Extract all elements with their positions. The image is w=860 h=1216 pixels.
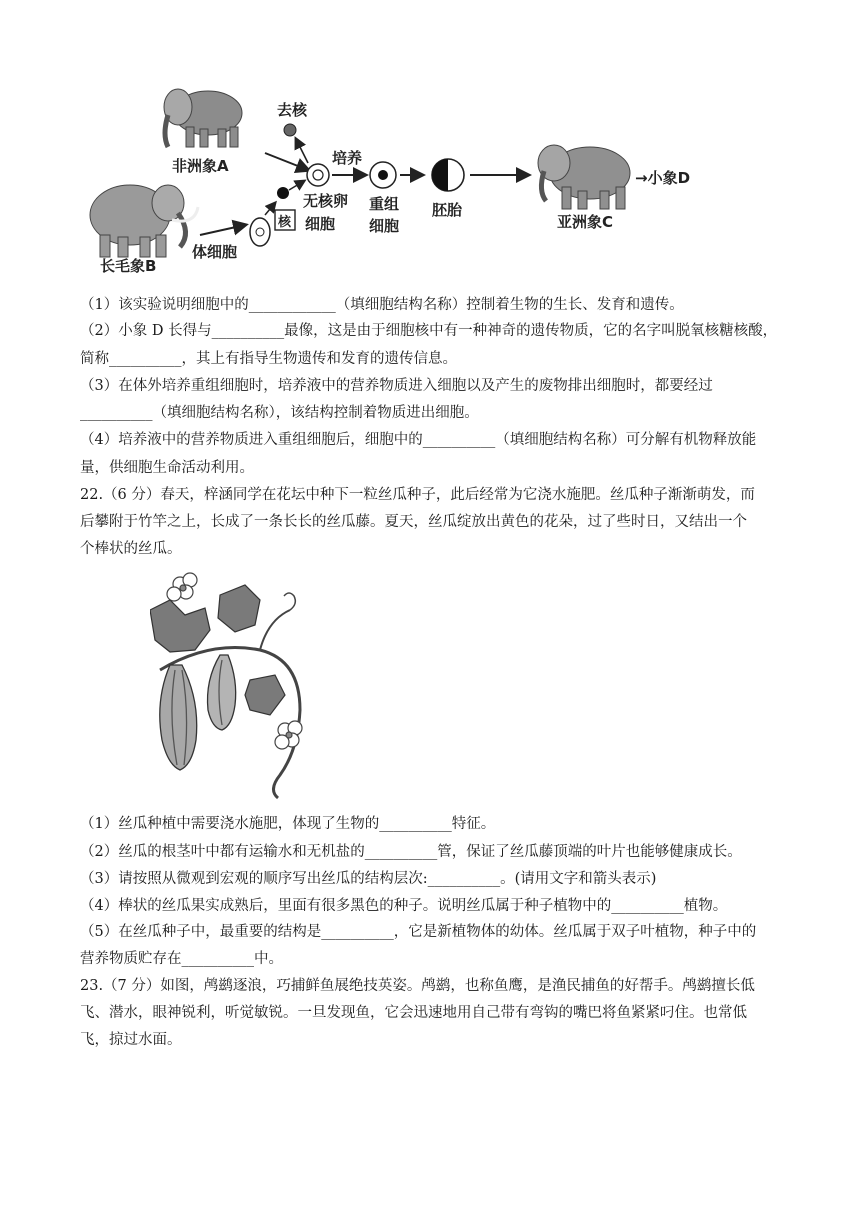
label-recombinant-1: 重组 — [369, 195, 400, 213]
asian-elephant-image — [538, 145, 630, 209]
cloning-diagram — [70, 75, 790, 275]
loofah-illustration-art — [150, 570, 325, 800]
q21-part3-line1: （3）在体外培养重组细胞时，培养液中的营养物质进入细胞以及产生的废物排出细胞时，都要经过 — [80, 378, 713, 394]
label-recombinant-2: 细胞 — [369, 217, 400, 235]
woolly-mammoth-image — [90, 185, 198, 257]
label-enucleated-egg-2: 细胞 — [305, 215, 336, 233]
q22-part3: （3）请按照从微观到宏观的顺序写出丝瓜的结构层次:__________。(请用文字和箭头表示) — [80, 871, 657, 887]
label-culture: 培养 — [332, 149, 363, 167]
q21-part3-line2: __________（填细胞结构名称），该结构控制着物质进出细胞。 — [80, 405, 479, 421]
label-body-cell: 体细胞 — [192, 243, 238, 261]
q23-intro-line3: 飞，掠过水面。 — [80, 1032, 182, 1048]
q23-intro-line2: 飞、潜水，眼神锐利，听觉敏锐。一旦发现鱼，它会迅速地用自己带有弯钩的嘴巴将鱼紧紧叼住。也常低 — [80, 1005, 747, 1021]
q22-part2: （2）丝瓜的根茎叶中都有运输水和无机盐的__________管，保证了丝瓜藤顶端的叶片也能够健康成长。 — [80, 844, 742, 860]
q21-part2-line2: 简称__________，其上有指导生物遗传和发育的遗传信息。 — [80, 351, 457, 367]
q23-intro-line1: 23.（7 分）如图，鸬鹚逐浪，巧捕鲜鱼展绝技英姿。鸬鹚，也称鱼鹰，是渔民捕鱼的好帮手。鸬鹚擅长低 — [80, 978, 755, 994]
q21-part4-line1: （4）培养液中的营养物质进入重组细胞后，细胞中的__________（填细胞结构名称）可分解有机物释放能 — [80, 432, 757, 448]
q22-intro-line3: 个棒状的丝瓜。 — [80, 541, 182, 557]
label-remove-nucleus: 去核 — [277, 101, 308, 119]
label-embryo: 胚胎 — [432, 201, 463, 219]
african-elephant-image — [164, 89, 242, 147]
q22-part5-line1: （5）在丝瓜种子中，最重要的结构是__________，它是新植物体的幼体。丝瓜属于双子叶植物，种子中的 — [80, 924, 757, 940]
label-enucleated-egg-1: 无核卵 — [303, 192, 349, 210]
q21-part4-line2: 量，供细胞生命活动利用。 — [80, 460, 254, 476]
label-asian-elephant: 亚洲象C — [557, 213, 614, 231]
q21-part1: （1）该实验说明细胞中的____________（填细胞结构名称）控制着生物的生长、发育和遗传。 — [80, 297, 684, 313]
q22-part4: （4）棒状的丝瓜果实成熟后，里面有很多黑色的种子。说明丝瓜属于种子植物中的__________植物。 — [80, 898, 728, 914]
q21-part2-line1: （2）小象 D 长得与__________最像，这是由于细胞核中有一种神奇的遗传物质，它的名字叫脱氧核糖核酸， — [80, 323, 778, 339]
q22-part5-line2: 营养物质贮存在__________中。 — [80, 951, 283, 967]
loofah-illustration — [150, 570, 325, 800]
q22-intro-line1: 22.（6 分）春天，梓涵同学在花坛中种下一粒丝瓜种子，此后经常为它浇水施肥。丝瓜种子渐渐萌发，而 — [80, 487, 755, 503]
label-african-elephant: 非洲象A — [172, 157, 229, 175]
q22-part1: （1）丝瓜种植中需要浇水施肥，体现了生物的__________特征。 — [80, 816, 496, 832]
label-nucleus: 核 — [278, 215, 292, 230]
q22-intro-line2: 后攀附于竹竿之上，长成了一条长长的丝瓜藤。夏天，丝瓜绽放出黄色的花朵，过了些时日，又结出一个 — [80, 514, 747, 530]
label-mammoth: 长毛象B — [100, 257, 157, 275]
label-baby-elephant: →小象D — [635, 169, 691, 187]
